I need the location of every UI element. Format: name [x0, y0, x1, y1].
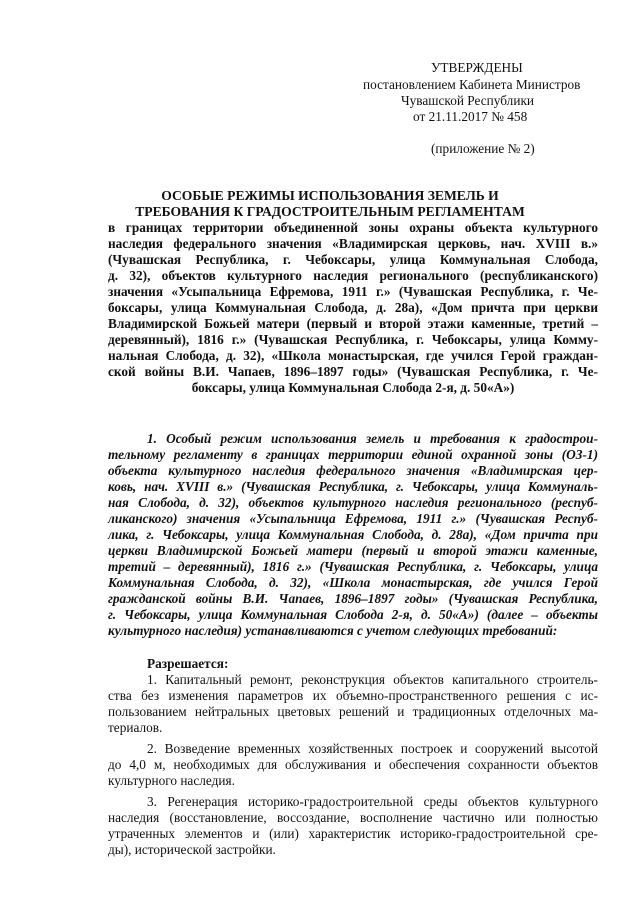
section1-line: культурного наследия) устанавливаются с учетом следующих требований: [108, 623, 558, 638]
allowed-line: териалов. [108, 720, 163, 735]
subtitle-line: д. 32), объектов культурного наследия регионального (республиканского) [108, 268, 598, 283]
allowed-line: ства без изменения параметров их объемно-пространственного решения с ис- [108, 688, 598, 703]
allowed-line: наследия (восстановление, воссоздание, восполнение частично или полностью [108, 810, 598, 825]
appendix-label: (приложение № 2) [431, 141, 535, 156]
section1-line: гражданской войны В.И. Чапаев, 1896–1897 годы» (Чувашская Республика, [108, 591, 598, 606]
allowed-line: 1. Капитальный ремонт, реконструкция объектов капитального строитель- [147, 672, 598, 687]
section1-line: ная Слобода, д. 32), объектов культурного наследия регионального (респуб- [108, 495, 598, 510]
allowed-line: 2. Возведение временных хозяйственных построек и сооружений высотой [147, 741, 598, 756]
document-title: ОСОБЫЕ РЕЖИМЫ ИСПОЛЬЗОВАНИЯ ЗЕМЕЛЬ И [161, 188, 499, 203]
allowed-line: 3. Регенерация историко-градостроительной среды объектов культурного [147, 794, 598, 809]
subtitle-line: наследия федерального значения «Владимирская церковь, нач. XVIII в.» [108, 236, 598, 251]
allowed-line: утраченных элементов и (или) характеристик историко-градостроительной сре- [108, 826, 598, 841]
subtitle-line: боксары, улица Коммунальная Слобода, д. 28а), «Дом причта при церкви [108, 300, 598, 315]
subtitle-line: нальная Слобода, д. 32), «Школа монастырская, где учился Герой граждан- [108, 348, 598, 363]
approval-title: УТВЕРЖДЕНЫ [431, 60, 523, 75]
subtitle-line: в границах территории объединенной зоны охраны объекта культурного [108, 220, 598, 235]
section1-line: Коммунальная Слобода, д. 32), «Школа монастырская, где учился Герой [108, 575, 598, 590]
allowed-line: пользованием нейтральных цветовых решений и традиционных отделочных ма- [108, 704, 598, 719]
section1-line: объекта культурного наследия федерального значения «Владимирская цер- [108, 463, 598, 478]
section1-line: тельному регламенту в границах территории единой охранной зоны (ОЗ-1) [108, 447, 598, 462]
section1-line: ковь, нач. XVIII в.» (Чувашская Республика, г. Чебоксары, улица Коммуналь- [108, 479, 598, 494]
subtitle-line: Владимирской Божьей матери (первый и второй этажи каменные, третий – [108, 316, 598, 331]
allowed-line: до 4,0 м, необходимых для обслуживания и обеспечения сохранности объектов [108, 757, 598, 772]
subtitle-line: ской войны В.И. Чапаев, 1896–1897 годы» (Чувашская Республика, г. Че- [108, 364, 598, 379]
allowed-heading: Разрешается: [147, 656, 229, 671]
subtitle-line: боксары, улица Коммунальная Слобода 2-я, д. 50«А») [191, 380, 515, 395]
subtitle-line: значения «Усыпальница Ефремова, 1911 г.» (Чувашская Республика, г. Че- [108, 284, 598, 299]
section1-line: 1. Особый режим использования земель и требования к градострои- [147, 431, 598, 446]
subtitle-line: (Чувашская Республика, г. Чебоксары, улица Коммунальная Слобода, [108, 252, 598, 267]
approval-line: постановлением Кабинета Министров [363, 77, 581, 92]
section1-line: г. Чебоксары, улица Коммунальная Слобода 2-я, д. 50«А») (далее – объекты [108, 607, 598, 622]
section1-line: лика, г. Чебоксары, улица Коммунальная Слобода, д. 28а), «Дом причта при [108, 527, 598, 542]
approval-date: от 21.11.2017 № 458 [413, 109, 528, 124]
allowed-line: ды), исторической застройки. [108, 842, 276, 857]
subtitle-line: деревянный), 1816 г.» (Чувашская Республика, г. Чебоксары, улица Комму- [108, 332, 598, 347]
section1-line: ликанского) значения «Усыпальница Ефремова, 1911 г.» (Чувашская Респуб- [108, 511, 598, 526]
allowed-line: культурного наследия. [108, 773, 235, 788]
document-title: ТРЕБОВАНИЯ К ГРАДОСТРОИТЕЛЬНЫМ РЕГЛАМЕНТАМ [135, 204, 525, 219]
approval-line: Чувашской Республики [401, 93, 535, 108]
section1-line: третий – деревянный), 1816 г.» (Чувашская Республика, г. Чебоксары, улица [108, 559, 598, 574]
section1-line: церкви Владимирской Божьей матери (первый и второй этажи каменные, [108, 543, 598, 558]
